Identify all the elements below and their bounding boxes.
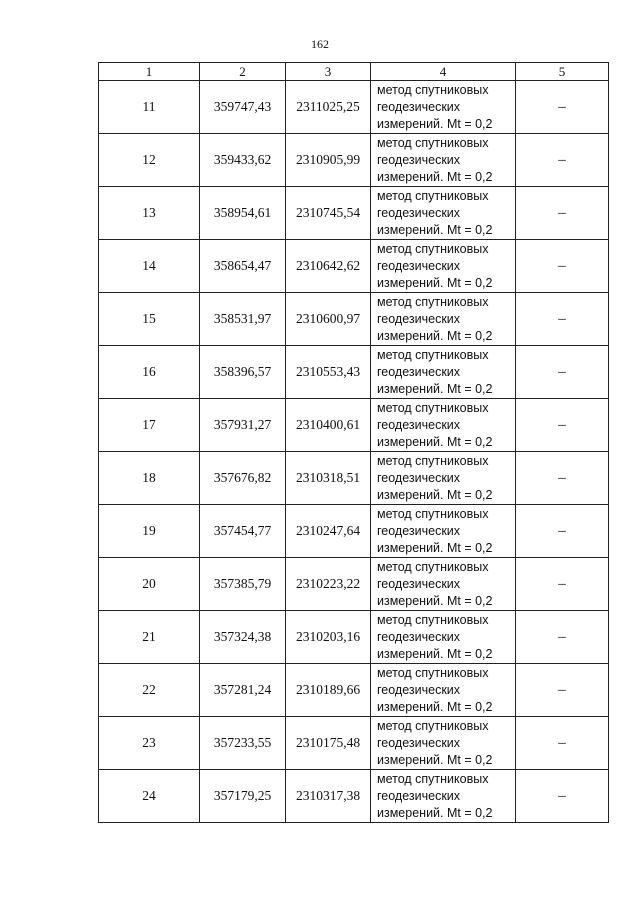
method-line: измерений. Mt = 0,2	[377, 328, 493, 343]
x-coordinate-cell: 357931,27	[200, 399, 286, 452]
column-header-4: 4	[371, 63, 516, 81]
y-coordinate-cell: 2310317,38	[286, 770, 371, 823]
method-line: измерений. Mt = 0,2	[377, 805, 493, 820]
method-line: измерений. Mt = 0,2	[377, 752, 493, 767]
table-row	[99, 293, 609, 346]
method-line: измерений. Mt = 0,2	[377, 381, 493, 396]
y-coordinate-cell: 2310642,62	[286, 240, 371, 293]
method-line: измерений. Mt = 0,2	[377, 169, 493, 184]
method-line: измерений. Mt = 0,2	[377, 116, 493, 131]
method-line: геодезических	[377, 417, 461, 432]
x-coordinate-cell: 357385,79	[200, 558, 286, 611]
page-number: 162	[311, 37, 329, 51]
point-number-cell: 24	[99, 770, 200, 823]
note-cell: –	[516, 664, 609, 717]
note-cell: –	[516, 505, 609, 558]
method-line: геодезических	[377, 470, 461, 485]
method-line: геодезических	[377, 205, 461, 220]
point-number-cell: 11	[99, 81, 200, 134]
x-coordinate-cell: 357281,24	[200, 664, 286, 717]
method-line: геодезических	[377, 523, 461, 538]
column-header-5: 5	[516, 63, 609, 81]
point-number-cell: 23	[99, 717, 200, 770]
point-number-cell: 22	[99, 664, 200, 717]
table-row	[99, 346, 609, 399]
note-cell: –	[516, 770, 609, 823]
method-cell	[371, 664, 516, 717]
y-coordinate-cell: 2310318,51	[286, 452, 371, 505]
method-line: метод спутниковых	[377, 241, 489, 256]
method-line: геодезических	[377, 258, 461, 273]
point-number-cell: 17	[99, 399, 200, 452]
x-coordinate-cell: 358954,61	[200, 187, 286, 240]
method-cell	[371, 293, 516, 346]
x-coordinate-cell: 359433,62	[200, 134, 286, 187]
method-line: измерений. Mt = 0,2	[377, 487, 493, 502]
table-row	[99, 81, 609, 134]
method-line: геодезических	[377, 364, 461, 379]
method-line: измерений. Mt = 0,2	[377, 646, 493, 661]
x-coordinate-cell: 359747,43	[200, 81, 286, 134]
note-cell: –	[516, 346, 609, 399]
method-line: геодезических	[377, 629, 461, 644]
table-row	[99, 240, 609, 293]
y-coordinate-cell: 2310400,61	[286, 399, 371, 452]
x-coordinate-cell: 357676,82	[200, 452, 286, 505]
method-line: геодезических	[377, 735, 461, 750]
y-coordinate-cell: 2310745,54	[286, 187, 371, 240]
method-line: измерений. Mt = 0,2	[377, 593, 493, 608]
point-number-cell: 21	[99, 611, 200, 664]
method-line: метод спутниковых	[377, 718, 489, 733]
point-number-cell: 13	[99, 187, 200, 240]
x-coordinate-cell: 358531,97	[200, 293, 286, 346]
table-row	[99, 134, 609, 187]
method-line: метод спутниковых	[377, 294, 489, 309]
note-cell: –	[516, 452, 609, 505]
method-line: измерений. Mt = 0,2	[377, 275, 493, 290]
method-cell	[371, 240, 516, 293]
method-line: измерений. Mt = 0,2	[377, 222, 493, 237]
method-line: измерений. Mt = 0,2	[377, 699, 493, 714]
note-cell: –	[516, 187, 609, 240]
y-coordinate-cell: 2310223,22	[286, 558, 371, 611]
method-line: геодезических	[377, 576, 461, 591]
column-header-2: 2	[200, 63, 286, 81]
method-line: метод спутниковых	[377, 612, 489, 627]
method-line: метод спутниковых	[377, 665, 489, 680]
coordinates-table	[98, 62, 609, 823]
method-line: метод спутниковых	[377, 771, 489, 786]
y-coordinate-cell: 2310553,43	[286, 346, 371, 399]
table-row	[99, 558, 609, 611]
x-coordinate-cell: 357324,38	[200, 611, 286, 664]
method-cell	[371, 505, 516, 558]
note-cell: –	[516, 611, 609, 664]
point-number-cell: 15	[99, 293, 200, 346]
method-cell	[371, 346, 516, 399]
method-cell	[371, 187, 516, 240]
method-line: измерений. Mt = 0,2	[377, 434, 493, 449]
point-number-cell: 18	[99, 452, 200, 505]
table-row	[99, 505, 609, 558]
point-number-cell: 14	[99, 240, 200, 293]
method-cell	[371, 81, 516, 134]
point-number-cell: 16	[99, 346, 200, 399]
method-line: геодезических	[377, 682, 461, 697]
method-cell	[371, 611, 516, 664]
note-cell: –	[516, 134, 609, 187]
note-cell: –	[516, 293, 609, 346]
x-coordinate-cell: 358654,47	[200, 240, 286, 293]
note-cell: –	[516, 81, 609, 134]
method-cell	[371, 558, 516, 611]
method-line: метод спутниковых	[377, 559, 489, 574]
method-line: геодезических	[377, 99, 461, 114]
y-coordinate-cell: 2310247,64	[286, 505, 371, 558]
table-row	[99, 452, 609, 505]
note-cell: –	[516, 240, 609, 293]
method-line: геодезических	[377, 311, 461, 326]
method-cell	[371, 399, 516, 452]
column-header-3: 3	[286, 63, 371, 81]
table-row	[99, 717, 609, 770]
y-coordinate-cell: 2310175,48	[286, 717, 371, 770]
header-row	[99, 63, 609, 81]
method-line: геодезических	[377, 152, 461, 167]
x-coordinate-cell: 357179,25	[200, 770, 286, 823]
method-cell	[371, 452, 516, 505]
method-line: метод спутниковых	[377, 506, 489, 521]
note-cell: –	[516, 399, 609, 452]
table-row	[99, 611, 609, 664]
column-header-1: 1	[99, 63, 200, 81]
method-line: метод спутниковых	[377, 400, 489, 415]
table-row	[99, 770, 609, 823]
y-coordinate-cell: 2310905,99	[286, 134, 371, 187]
table-row	[99, 664, 609, 717]
point-number-cell: 12	[99, 134, 200, 187]
x-coordinate-cell: 357454,77	[200, 505, 286, 558]
method-cell	[371, 717, 516, 770]
method-cell	[371, 770, 516, 823]
method-line: геодезических	[377, 788, 461, 803]
point-number-cell: 19	[99, 505, 200, 558]
table-row	[99, 187, 609, 240]
note-cell: –	[516, 717, 609, 770]
method-line: метод спутниковых	[377, 453, 489, 468]
y-coordinate-cell: 2311025,25	[286, 81, 371, 134]
method-line: метод спутниковых	[377, 82, 489, 97]
x-coordinate-cell: 357233,55	[200, 717, 286, 770]
y-coordinate-cell: 2310600,97	[286, 293, 371, 346]
method-line: метод спутниковых	[377, 188, 489, 203]
y-coordinate-cell: 2310189,66	[286, 664, 371, 717]
y-coordinate-cell: 2310203,16	[286, 611, 371, 664]
x-coordinate-cell: 358396,57	[200, 346, 286, 399]
note-cell: –	[516, 558, 609, 611]
point-number-cell: 20	[99, 558, 200, 611]
method-line: измерений. Mt = 0,2	[377, 540, 493, 555]
method-line: метод спутниковых	[377, 347, 489, 362]
table-row	[99, 399, 609, 452]
method-line: метод спутниковых	[377, 135, 489, 150]
method-cell	[371, 134, 516, 187]
